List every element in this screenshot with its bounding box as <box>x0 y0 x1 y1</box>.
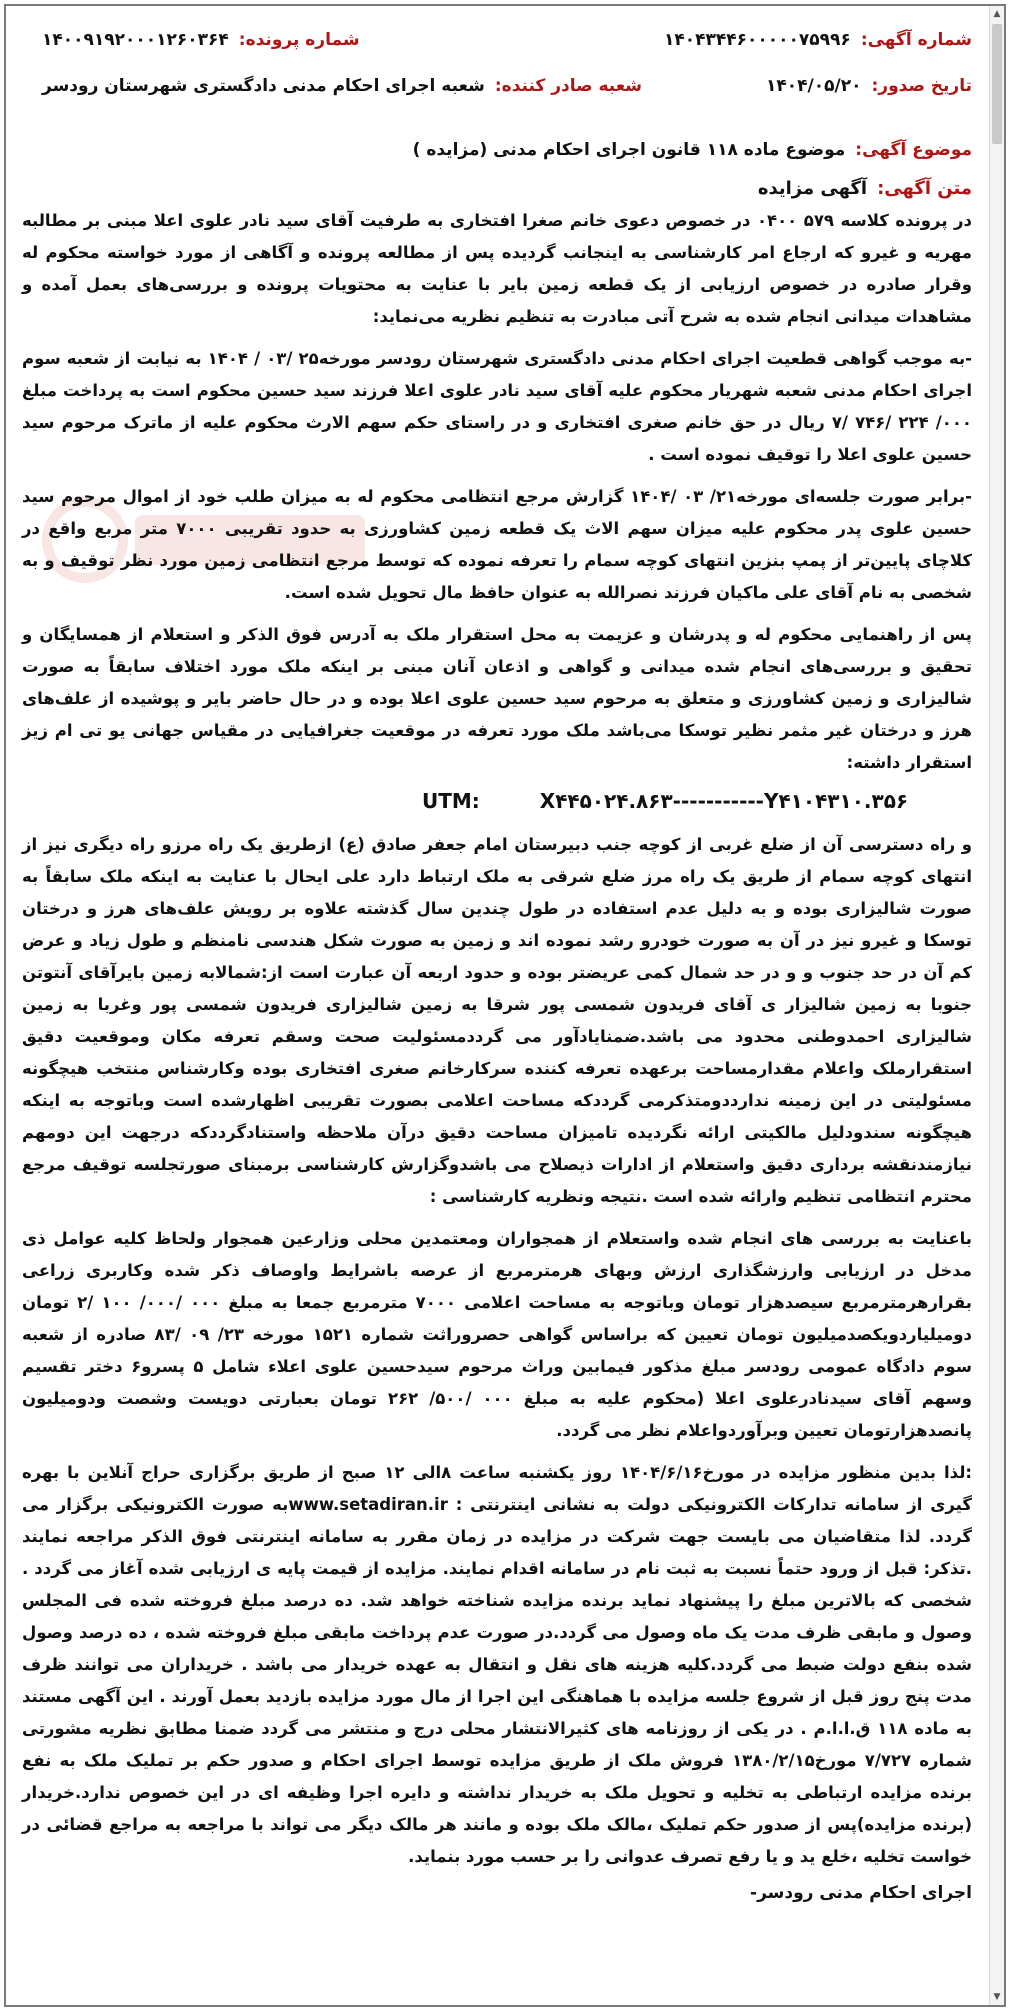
scroll-thumb[interactable] <box>992 24 1002 144</box>
footer-signature: اجرای احکام مدنی رودسر- <box>750 1883 972 1903</box>
case-number-label: شماره پرونده: <box>238 30 360 50</box>
issue-date <box>766 76 972 96</box>
case-number-value: ۱۴۰۰۹۱۹۲۰۰۰۱۲۶۰۳۶۴ <box>42 30 229 50</box>
paragraph-auction-terms: :لذا بدین منظور مزایده در مورخ۱۴۰۴/۶/۱۶ روز یکشنبه ساعت ۸الی ۱۲ صبح از طریق برگزاری حراج آنلاین با بهره گیری از سامانه تدارکات الکترونیکی دولت به نشانی اینترنتی : www.setadiran.irبه صورت الکترونیکی برگزار می گردد. لذا متقاضیان می بایست جهت شرکت در مزایده در زمان مقرر به سامانه اینترنتی فوق الذکر مراجعه نمایند .تذکر: قبل از ورود حتماً نسبت به ثبت نام در سامانه اقدام نمایند. مزایده از قیمت پایه ی ارزیابی شده آغاز می گردد . شخصی که بالاترین مبلغ را پیشنهاد نماید برنده مزایده شناخته خواهد شد. ده درصد مبلغ فروخته شده فی المجلس وصول و مابقی ظرف مدت یک ماه وصول می گردد.در صورت عدم پرداخت مابقی مبلغ فروخته شده ، ده درصد وصول شده بنفع دولت ضبط می گردد.کلیه هزینه های نقل و انتقال به عهده خریدار می باشد . خریداران می توانند ظرف مدت پنج روز قبل از شروع جلسه مزایده با هماهنگی این اجرا از مال مورد مزایده بازدید بعمل آورند . این آگهی مستند به ماده ۱۱۸ ق.ا.ا.م . در یکی از روزنامه های کثیرالانتشار محلی درج و منتشر می گردد ضمنا مطابق نظریه مشورتی شماره ۷/۷۲۷ مورخ۱۳۸۰/۲/۱۵ فروش ملک از طریق مزایده توسط اجرای احکام و صدور حکم بر تملیک ملک به نفع برنده مزایده ارتباطی به تخلیه و تحویل ملک به خریدار نداشته و دایره اجرا وظیفه ای در این خصوص ندارد.خریدار (برنده مزایده)پس از صدور حکم تملیک ،مالک ملک بوده و مانند هر مالک دیگر می تواند با مراجعه به مراجع قضائی در خواست تخلیه ،خلع ید و یا رفع تصرف عدوانی را بر حسب مورد بنماید. <box>22 1463 973 1866</box>
subject-value: موضوع ماده ۱۱۸ قانون اجرای احکام مدنی (مزایده ) <box>412 140 846 160</box>
header-row-2 <box>22 76 972 122</box>
scroll-down-icon[interactable]: ▼ <box>993 1992 1001 2002</box>
ad-number-value: ۱۴۰۴۳۴۴۶۰۰۰۰۰۷۵۹۹۶ <box>664 30 851 50</box>
issuing-branch-label: شعبه صادر کننده: <box>494 76 643 96</box>
paragraph-access-boundaries: و راه دسترسی آن از ضلع غربی از کوچه جنب دبیرستان امام جعفر صادق (ع) ازطریق یک راه مرزو راه دیگری نیز از انتهای کوچه سمام از طریق یک راه مرز ضلع شرقی به ملک ارتباط دارد علی ایحال با عنایت به اینکه ملک سابقاً به صورت شالیزاری بوده و به دلیل عدم استفاده در طول چندین سال گذشته علاوه بر رویش علف‌های هرز و درختان توسکا و غیرو نیز در آن به صورت خودرو رشد نموده اند و زمین به صورت شکل هندسی نامنظم و طول زیاد و عرض کم آن در حد جنوب و و در حد شمال کمی عریضتر بوده و حدود اربعه آن عبارت است از:شمالابه زمین بایرآقای آنتوتن جنوبا به زمین شالیزار ی آقای فریدون شمسی پور شرقا به زمین شالیزاری فریدون شمسی پور وغربا به زمین شالیزاری احمدوطنی محدود می باشد.ضمنایادآور می گرددمسئولیت صحت وسقم تعرفه مکان وموقعیت دقیق استقرارملک واعلام مقدارمساحت برعهده تعرفه کننده سرکارخانم صغری افتخاری بوده وکارشناس منتخب هیچگونه مسئولیتی در این زمینه ندارددومتذکرمی گرددکه مساحت اعلامی بصورت تقریبی اظهارشده است وباتوجه به اینکه هیچگونه سندودلیل مالکیتی ارائه نگردیده تامیزان مساحت دقیق درآن ملاحظه واستنادگرددکه درجهت این دومهم نیازمندنقشه برداری دقیق واستعلام از ادارات ذیصلاح می باشدوگزارش کارشناسی برمبنای صورتجلسه توقیف مرجع محترم انتظامی تنظیم وارائه شده است .نتیجه ونظریه کارشناسی : <box>22 835 972 1206</box>
paragraph-intro: در پرونده کلاسه ۵۷۹ ۰۴۰۰ در خصوص دعوی خانم صغرا افتخاری به طرفیت آقای سید نادر علوی اعلا مبنی بر مطالبه مهریه و غیرو که ارجاع امر کارشناسی به اینجانب گردیده پس از مطالعه پرونده و آگاهی از مورد خواسته محکوم له وقرار صادره در خصوص ارزیابی از یک قطعه زمین بایر با عنایت به محتویات پرونده و بررسی‌های بعمل آمده و مشاهدات میدانی انجام شده به شرح آتی مبادرت به تنظیم نظریه می‌نماید: <box>22 211 972 326</box>
paragraph-valuation: باعنایت به بررسی های انجام شده واستعلام از همجواران ومعتمدین محلی وزارعین همجوار ولحاظ کلیه عوامل ذی مدخل در ارزیابی وارزشگذاری ارزش وبهای هرمترمربع از عرصه باشرایط واوصاف ذکر شده وکاربری زراعی بقرارهرمترمربع سیصدهزار تومان وباتوجه به مساحت اعلامی ۷۰۰۰ مترمربع جمعا به مبلغ ۰۰۰ /۰۰۰/ ۱۰۰ /۲ تومان دومیلیاردویکصدمیلیون تومان تعیین که براساس گواهی حصروراثت شماره ۱۵۲۱ مورخه ۲۳/ ۰۹ /۸۳ صادره از شعبه سوم دادگاه عمومی رودسر مبلغ مذکور فیمابین وراث مرحوم سیدحسین علوی اعلاء شامل ۵ پسرو۶ دختر تقسیم وسهم آقای سیدنادرعلوی اعلا (محکوم علیه به مبلغ ۰۰۰ /۵۰۰/ ۲۶۲ تومان بعبارتی دویست وشصت ودومیلیون پانصدهزارتومان تعیین وبرآوردواعلام نظر می گردد. <box>22 1229 973 1440</box>
paragraph-seizure: -برابر صورت جلسه‌ای مورخه۲۱/ ۰۳ /۱۴۰۴ گزارش مرجع انتظامی محکوم له به میزان طلب خود از اموال مرحوم سید حسین علوی پدر محکوم علیه میزان سهم الاث یک قطعه زمین کشاورزی به حدود تقریبی ۷۰۰۰ متر مربع واقع در کلاچای پایین‌تر از پمپ بنزین انتهای کوچه سمام را تعرفه نموده که توسط مرجع انتظامی زمین مورد نظر توقیف و به شخصی به نام آقای علی ماکیان فرزند نصرالله به عنوان حافظ مال تحویل شده است. <box>22 487 973 602</box>
subject-row <box>22 140 972 160</box>
text-title: آگهی مزایده <box>757 178 868 199</box>
issuing-branch <box>42 76 642 96</box>
utm-value: X۴۴۵۰۲۴.۸۶۳-----------Y۴۱۰۴۳۱۰.۳۵۶ <box>539 789 909 813</box>
utm-label: UTM: <box>422 789 480 813</box>
issue-date-label: تاریخ صدور: <box>871 76 972 96</box>
text-label: متن آگهی: <box>877 178 972 199</box>
announcement-content <box>22 30 972 1903</box>
ad-number-label: شماره آگهی: <box>860 30 972 50</box>
text-title-row <box>22 178 972 199</box>
scroll-up-icon[interactable]: ▲ <box>993 9 1001 19</box>
issue-date-value: ۱۴۰۴/۰۵/۲۰ <box>766 76 862 96</box>
utm-coordinates <box>22 789 972 813</box>
issuing-branch-value: شعبه اجرای احکام مدنی دادگستری شهرستان رودسر <box>42 76 485 96</box>
subject-label: موضوع آگهی: <box>855 140 972 160</box>
case-number <box>42 30 360 50</box>
paragraph-verdict: -به موجب گواهی قطعیت اجرای احکام مدنی دادگستری شهرستان رودسر مورخه۲۵ /۰۳ / ۱۴۰۴ به نیابت از شعبه سوم اجرای احکام مدنی شعبه شهریار محکوم علیه آقای سید نادر علوی اعلا فرزند سید حسین محکوم است به پرداخت مبلغ ۰۰۰/ ۲۲۴ /۷۴۶ /۷ ریال در حق خانم صغری افتخاری و در راستای حکم سهم الارث محکوم علیه از ماترک مرحوم سید حسین علوی اعلا را توقیف نموده است . <box>22 349 973 464</box>
paragraph-site-visit: پس از راهنمایی محکوم له و پدرشان و عزیمت به محل استقرار ملک به آدرس فوق الذکر و استعلام از همسایگان و تحقیق و بررسی‌های انجام شده میدانی و گواهی و اذعان آنان مبنی بر اینکه ملک مورد اختلاف سابقاً به صورت شالیزاری و زمین کشاورزی و متعلق به مرحوم سید حسین علوی اعلا بوده و در حال حاضر بایر و پوشیده از علف‌های هرز و درختان غیر مثمر نظیر توسکا می‌باشد ملک مورد تعرفه در موقعیت جغرافیایی در مقیاس جهانی یو تی ام زیز استقرار داشته: <box>22 625 972 772</box>
ad-number <box>664 30 972 50</box>
vertical-scrollbar[interactable] <box>989 6 1004 2005</box>
header-row-1 <box>22 30 972 76</box>
